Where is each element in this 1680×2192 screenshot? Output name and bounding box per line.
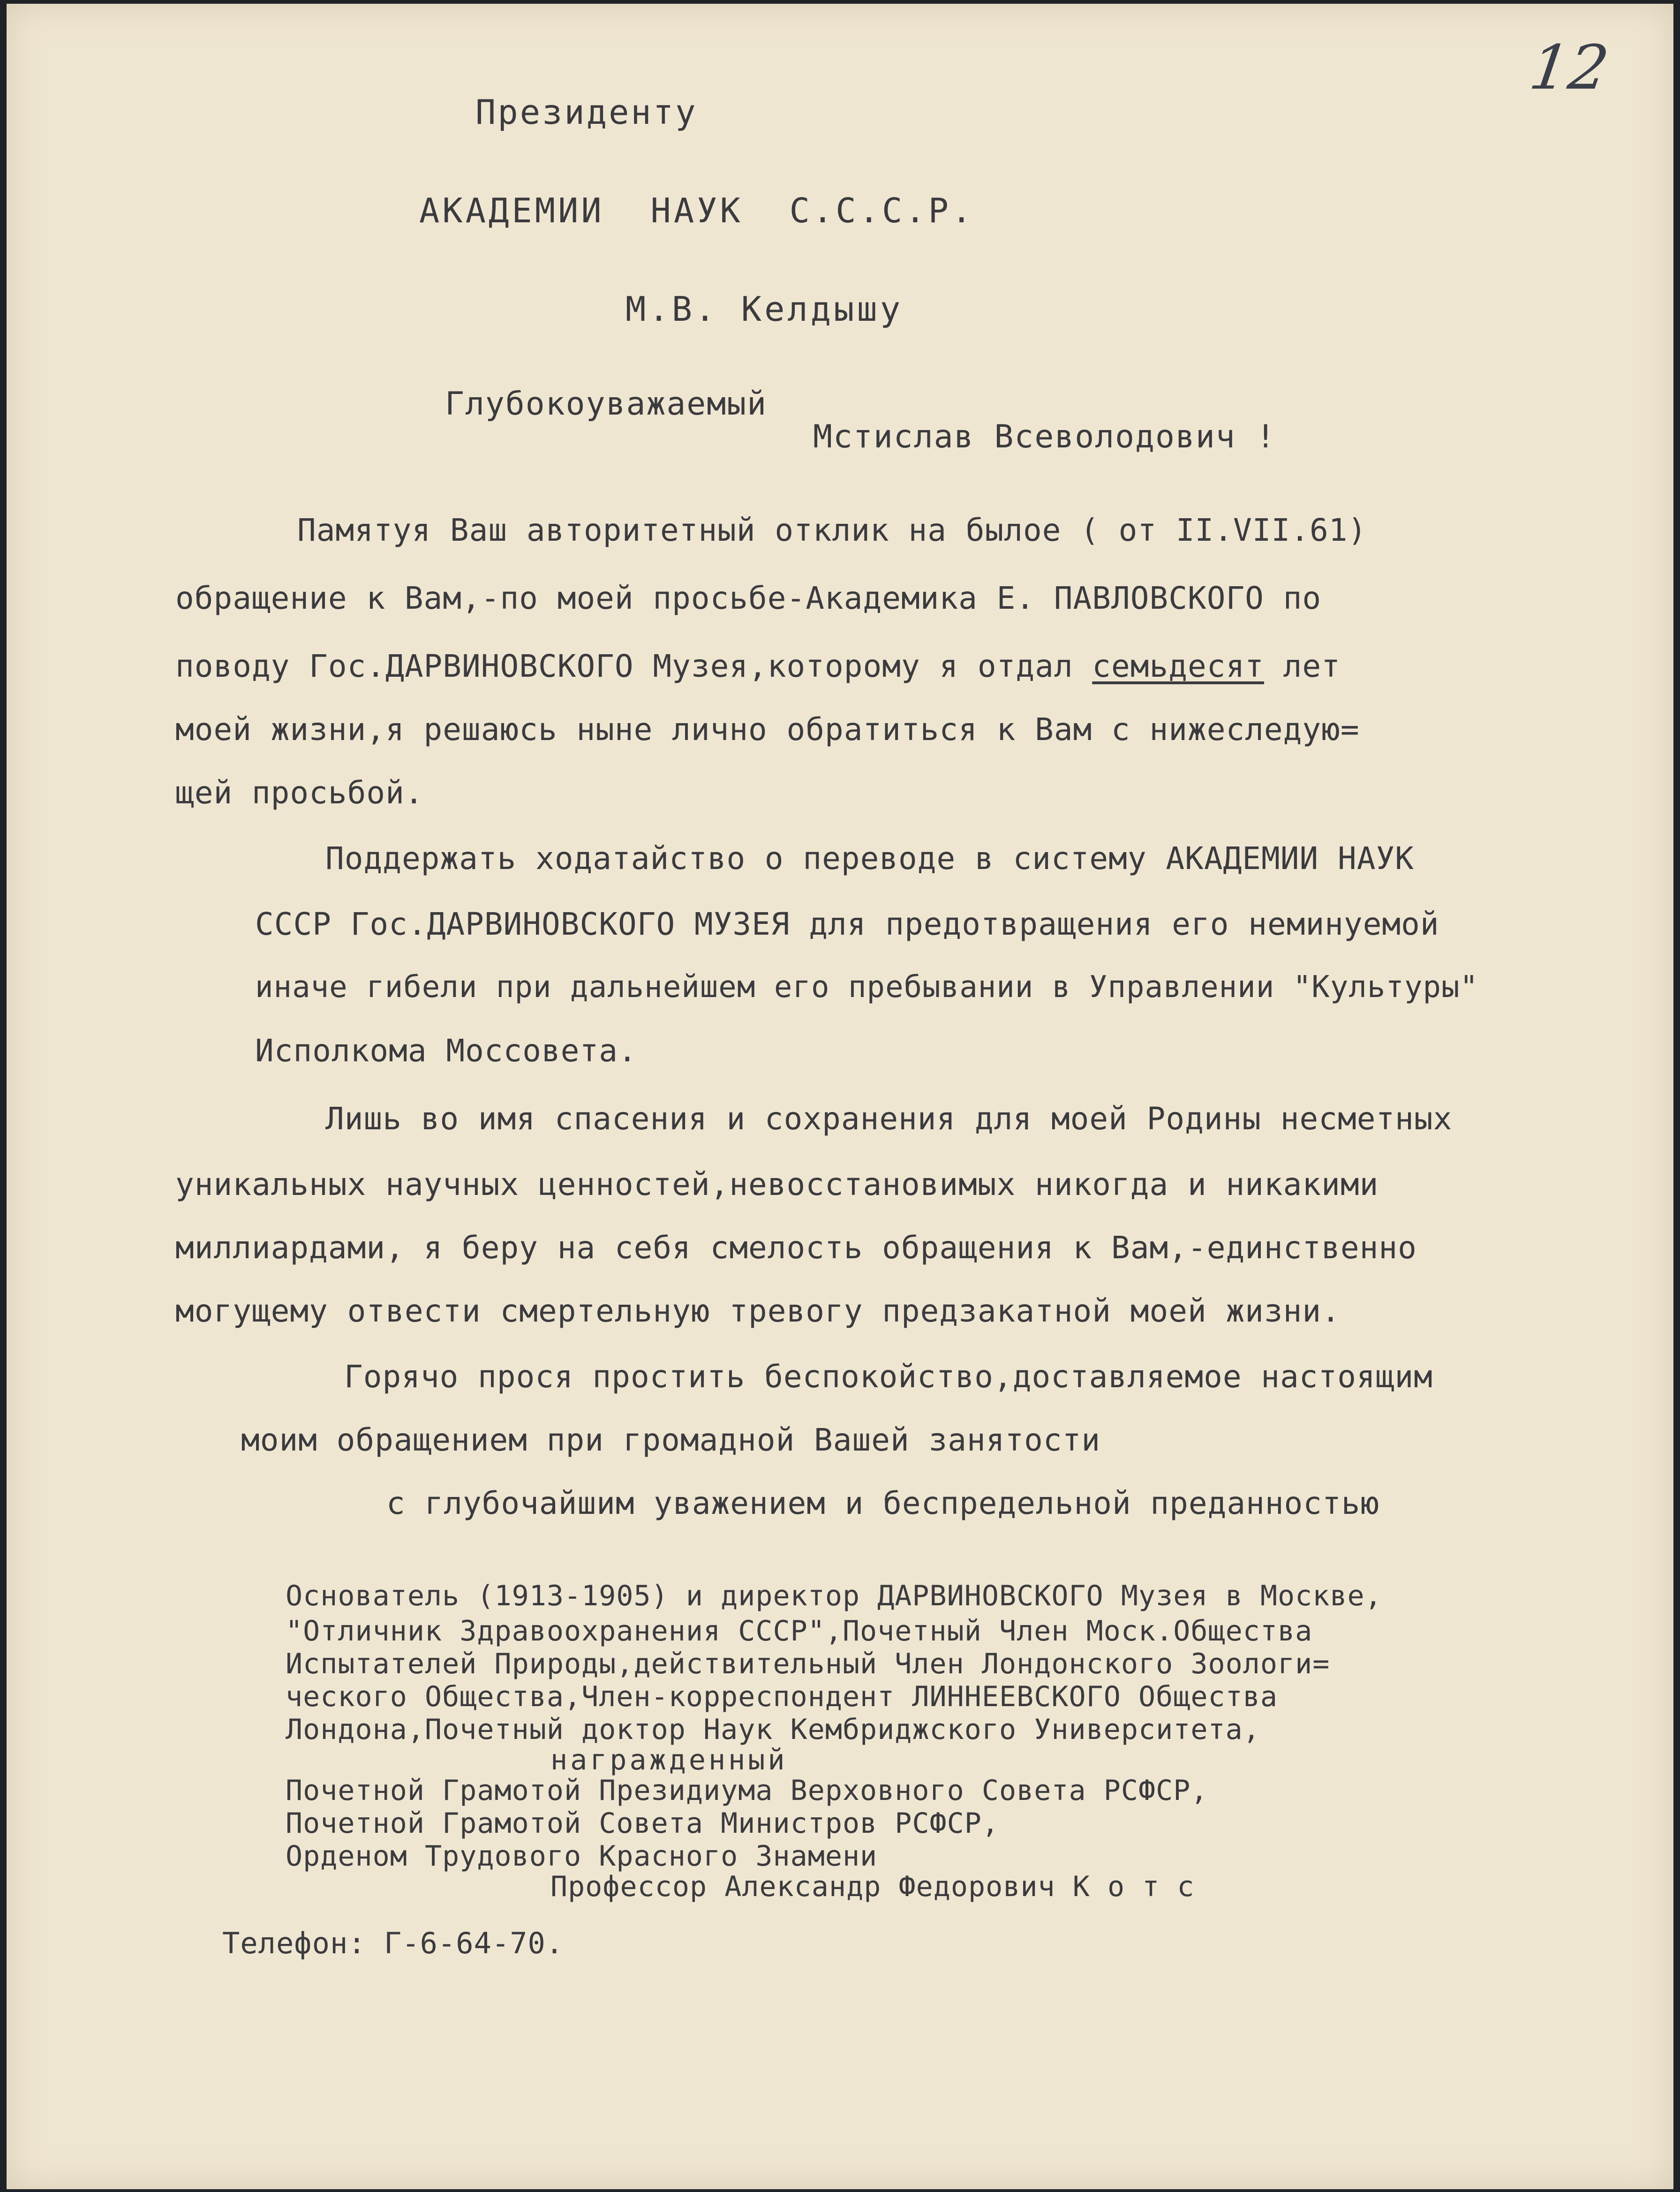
signature-line-2: "Отличник Здравоохранения СССР",Почетный Член Моск.Общества [286,1615,1313,1648]
paragraph-1-line-5: щей просьбой. [175,775,424,811]
signature-line-4: ческого Общества,Член-корреспондент ЛИННЕЕВСКОГО Общества [286,1680,1278,1713]
paragraph-2-line-2: СССР Гос.ДАРВИНОВСКОГО МУЗЕЯ для предотвращения его неминуемой [255,906,1439,942]
paragraph-1-line-2: обращение к Вам,-по моей просьбе-Академика Е. ПАВЛОВСКОГО по [175,580,1322,616]
signature-line-6: награжденный [550,1744,788,1776]
paragraph-3-line-2: уникальных научных ценностей,невосстановимых никогда и никакими [175,1166,1379,1202]
signature-line-8: Почетной Грамотой Совета Министров РСФСР, [286,1807,1000,1840]
closing-line-3: с глубочайшим уважением и беспредельной преданностью [386,1485,1380,1521]
closing-line-2: моим обращением при громадной Вашей занятости [241,1422,1101,1458]
signature-line-1: Основатель (1913-1905) и директор ДАРВИНОВСКОГО Музея в Москве, [286,1580,1382,1612]
signature-line-10: Профессор Александр Федорович К о т с [550,1870,1195,1903]
paragraph-2-line-4: Исполкома Моссовета. [255,1033,637,1069]
paragraph-1-line-3 [175,648,1341,684]
underlined-seventy: семьдесят [1092,648,1264,684]
paragraph-1-line-3-text: поводу Гос.ДАРВИНОВСКОГО Музея,которому я отдал [175,648,1092,684]
addressee-title: Президенту [475,92,698,132]
phone-number: Телефон: Г-6-64-70. [222,1926,564,1960]
paragraph-3-line-4: могущему отвести смертельную тревогу предзакатной моей жизни. [175,1293,1341,1329]
signature-line-3: Испытателей Природы,действительный Член Лондонского Зоологи= [286,1648,1330,1680]
paragraph-3-line-3: миллиардами, я беру на себя смелость обращения к Вам,-единственно [175,1230,1417,1266]
signature-line-5: Лондона,Почетный доктор Наук Кембриджского Университета, [286,1713,1260,1746]
document-page [7,4,1673,2189]
closing-line-1: Горячо прося простить беспокойство,доставляемое настоящим [344,1359,1433,1395]
salutation-line-1: Глубокоуважаемый [445,385,768,423]
addressee-academy: АКАДЕМИИ НАУК С.С.С.Р. [419,191,975,230]
paragraph-1-line-1: Памятуя Ваш авторитетный отклик на былое ( от II.VII.61) [297,512,1367,548]
paragraph-2-line-3: иначе гибели при дальнейшем его пребывании в Управлении "Культуры" [255,970,1479,1005]
paragraph-1-line-3-end: лет [1264,648,1341,684]
signature-line-9: Орденом Трудового Красного Знамени [286,1840,878,1873]
signature-line-7: Почетной Грамотой Президиума Верховного Совета РСФСР, [286,1774,1208,1807]
salutation-line-2: Мстислав Всеволодович ! [813,418,1276,455]
page-number: 12 [1525,32,1613,103]
paragraph-2-line-1: Поддержать ходатайство о переводе в систему АКАДЕМИИ НАУК [325,840,1414,877]
addressee-name: М.В. Келдышу [625,289,904,329]
paragraph-3-line-1: Лишь во имя спасения и сохранения для моей Родины несметных [325,1101,1453,1137]
paragraph-1-line-4: моей жизни,я решаюсь ныне лично обратиться к Вам с нижеследую= [175,711,1360,748]
